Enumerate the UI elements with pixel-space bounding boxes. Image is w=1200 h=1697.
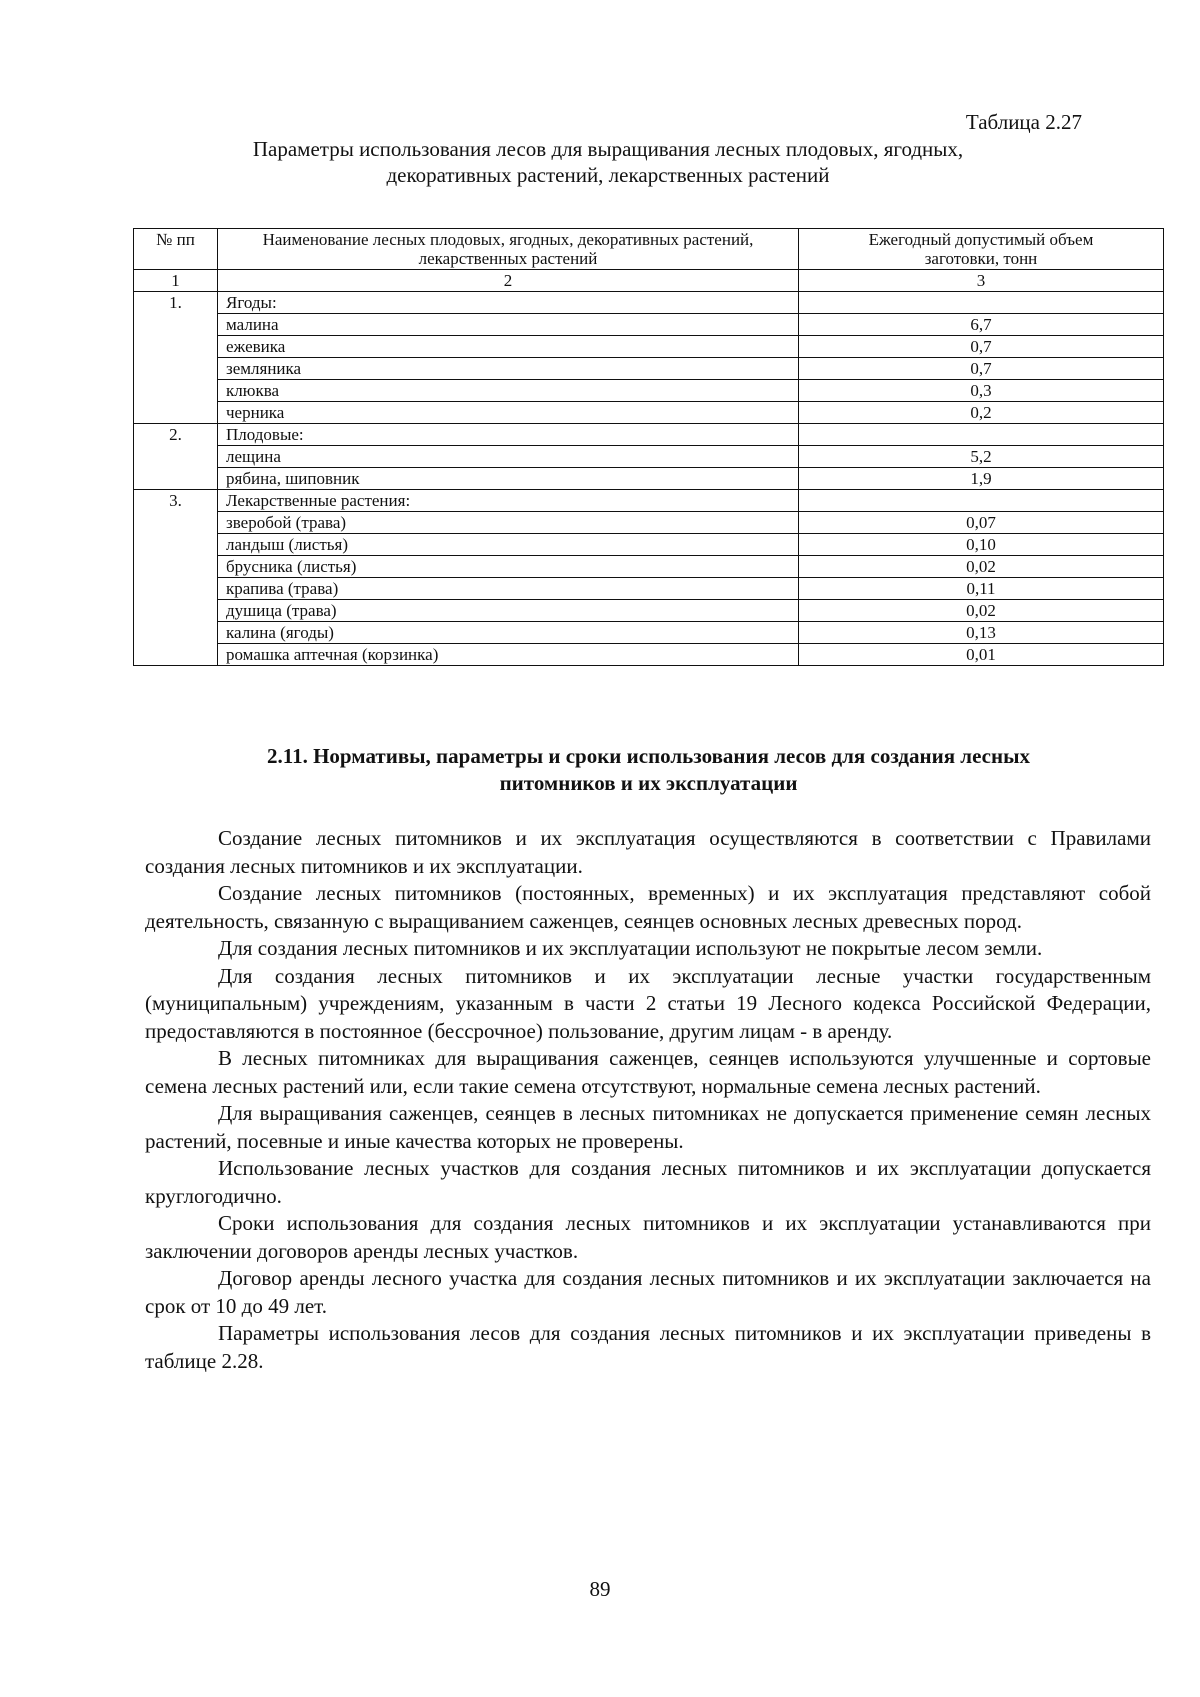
table-row [134, 512, 1164, 534]
plant-volume: 0,02 [799, 556, 1164, 578]
harvest-table [133, 228, 1164, 666]
plant-name: клюква [218, 380, 799, 402]
plant-volume: 0,10 [799, 534, 1164, 556]
plant-volume: 5,2 [799, 446, 1164, 468]
plant-volume: 1,9 [799, 468, 1164, 490]
table-row [134, 358, 1164, 380]
section-heading [133, 743, 1164, 797]
plant-volume: 0,07 [799, 512, 1164, 534]
table-row [134, 468, 1164, 490]
paragraph: Для выращивания саженцев, сеянцев в лесных питомниках не допускается применение семян лесных растений, посевные и иные качества которых не проверены. [145, 1101, 1151, 1153]
plant-name: малина [218, 314, 799, 336]
table-row [134, 314, 1164, 336]
paragraph: Создание лесных питомников и их эксплуатация осуществляются в соответствии с Правилами создания лесных питомников и их эксплуатации. [145, 826, 1151, 878]
plant-volume: 0,7 [799, 336, 1164, 358]
header-number: № пп [134, 229, 218, 270]
table-column-number-row [134, 270, 1164, 292]
plant-name: черника [218, 402, 799, 424]
plant-name: рябина, шиповник [218, 468, 799, 490]
table-row [134, 644, 1164, 666]
table-row [134, 600, 1164, 622]
group-number: 3. [134, 490, 218, 666]
group-number: 1. [134, 292, 218, 424]
page-number: 89 [589, 1577, 611, 1601]
group-name: Плодовые: [218, 424, 799, 446]
group-value [799, 292, 1164, 314]
table-row [134, 446, 1164, 468]
plant-name: ландыш (листья) [218, 534, 799, 556]
group-name: Ягоды: [218, 292, 799, 314]
group-number: 2. [134, 424, 218, 490]
plant-volume: 0,7 [799, 358, 1164, 380]
table-title-line-2: декоративных растений, лекарственных растений [386, 163, 830, 187]
table-header-row [134, 229, 1164, 270]
plant-volume: 0,13 [799, 622, 1164, 644]
table-row [134, 578, 1164, 600]
table-group-row [134, 490, 1164, 512]
table-caption: Таблица 2.27 [965, 110, 1082, 134]
section-body [145, 825, 1151, 1375]
plant-volume: 0,01 [799, 644, 1164, 666]
plant-volume: 0,11 [799, 578, 1164, 600]
plant-name: лещина [218, 446, 799, 468]
paragraph: Создание лесных питомников (постоянных, временных) и их эксплуатация представляют собой деятельность, связанную с выращиванием саженцев, сеянцев основных лесных древесных пород. [145, 881, 1151, 933]
plant-volume: 6,7 [799, 314, 1164, 336]
paragraph: Сроки использования для создания лесных питомников и их эксплуатации устанавливаются при заключении договоров аренды лесных участков. [145, 1211, 1151, 1263]
table-row [134, 556, 1164, 578]
section-heading-line-2: питомников и их эксплуатации [499, 771, 798, 795]
plant-name: ромашка аптечная (корзинка) [218, 644, 799, 666]
column-number-1: 1 [134, 270, 218, 292]
plant-name: брусника (листья) [218, 556, 799, 578]
header-plant-name: Наименование лесных плодовых, ягодных, декоративных растений, лекарственных растений [218, 229, 799, 270]
table-row [134, 402, 1164, 424]
plant-volume: 0,3 [799, 380, 1164, 402]
plant-name: крапива (трава) [218, 578, 799, 600]
plant-name: ежевика [218, 336, 799, 358]
section-heading-line-1: 2.11. Нормативы, параметры и сроки использования лесов для создания лесных [267, 744, 1030, 768]
table-title [133, 136, 1083, 188]
plant-name: душица (трава) [218, 600, 799, 622]
header-annual-volume: Ежегодный допустимый объем заготовки, тонн [799, 229, 1164, 270]
paragraph: Использование лесных участков для создания лесных питомников и их эксплуатации допускается круглогодично. [145, 1156, 1151, 1208]
table-group-row [134, 292, 1164, 314]
plant-name: земляника [218, 358, 799, 380]
paragraph: Для создания лесных питомников и их эксплуатации лесные участки государственным (муниципальным) учреждениям, указанным в части 2 статьи 19 Лесного кодекса Российской Федерации, предоставляются в постоянное (бессрочное) пользование, другим лицам - в аренду. [145, 963, 1151, 1043]
column-number-2: 2 [218, 270, 799, 292]
table-title-line-1: Параметры использования лесов для выращивания лесных плодовых, ягодных, [252, 137, 964, 161]
column-number-3: 3 [799, 270, 1164, 292]
table-group-row [134, 424, 1164, 446]
plant-volume: 0,02 [799, 600, 1164, 622]
plant-volume: 0,2 [799, 402, 1164, 424]
paragraph: В лесных питомниках для выращивания саженцев, сеянцев используются улучшенные и сортовые семена лесных растений или, если такие семена отсутствуют, нормальные семена лесных растений. [145, 1046, 1151, 1098]
table-row [134, 534, 1164, 556]
group-value [799, 424, 1164, 446]
plant-name: зверобой (трава) [218, 512, 799, 534]
table-row [134, 622, 1164, 644]
group-value [799, 490, 1164, 512]
paragraph: Параметры использования лесов для создания лесных питомников и их эксплуатации приведены в таблице 2.28. [145, 1321, 1151, 1373]
paragraph: Для создания лесных питомников и их эксплуатации используют не покрытые лесом земли. [218, 936, 1043, 960]
plant-name: калина (ягоды) [218, 622, 799, 644]
table-row [134, 336, 1164, 358]
paragraph: Договор аренды лесного участка для создания лесных питомников и их эксплуатации заключается на срок от 10 до 49 лет. [145, 1266, 1151, 1318]
table-row [134, 380, 1164, 402]
group-name: Лекарственные растения: [218, 490, 799, 512]
